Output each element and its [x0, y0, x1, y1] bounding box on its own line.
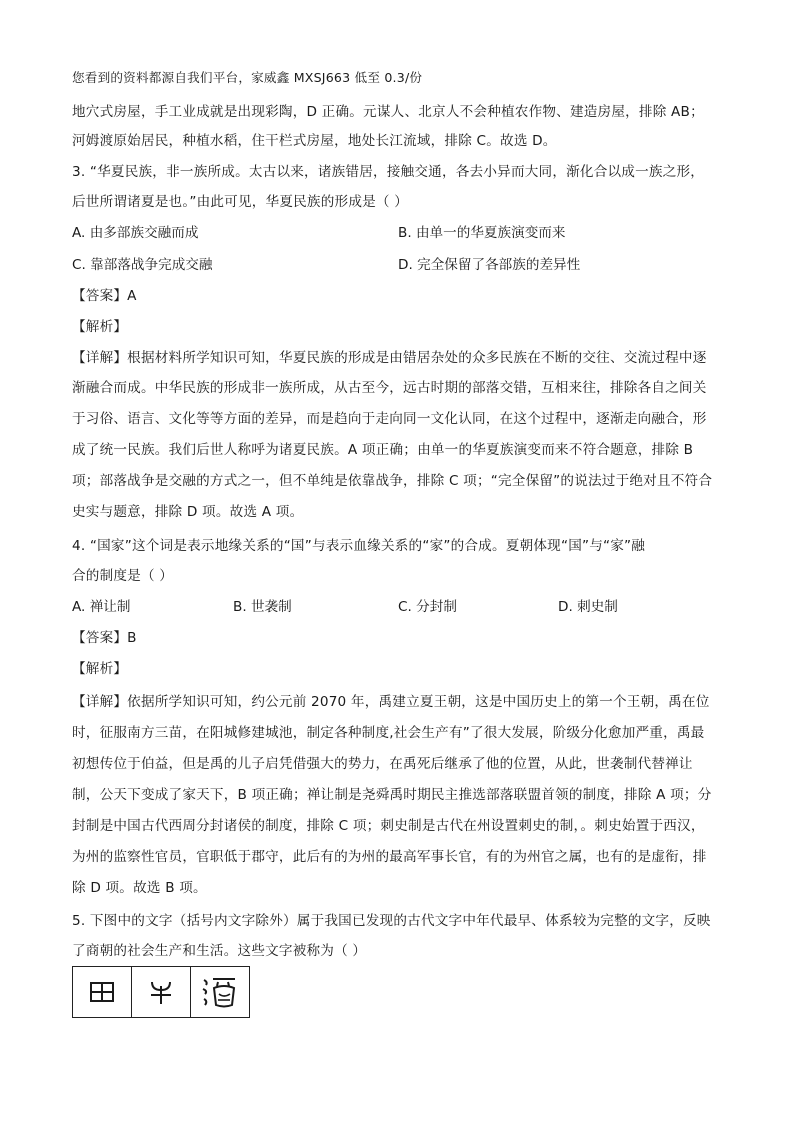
q3-option-b: B. 由单一的华夏族演变而来	[398, 225, 566, 241]
q4-detail-line-3: 初想传位于伯益，但是禹的儿子启凭借强大的势力，在禹死后继承了他的位置，从此，世袭制代替禅让	[72, 756, 693, 772]
q4-stem-line-1: 4. “国家”这个词是表示地缘关系的“国”与表示血缘关系的“家”的合成。夏朝体现“国”与“家”融	[72, 538, 646, 554]
q4-option-b: B. 世袭制	[233, 599, 292, 615]
q3-detail-line-3: 于习俗、语言、文化等等方面的差异，而是趋向于走向同一文化认同，在这个过程中，逐渐走向融合，形	[72, 411, 707, 427]
q3-stem-line-1: 3. “华夏民族，非一族所成。太古以来，诸族错居，接触交通，各去小异而大同，渐化合以成一族之形，	[72, 164, 705, 180]
q3-detail-line-4: 成了统一民族。我们后世人称呼为诸夏民族。A 项正确；由单一的华夏族演变而来不符合题意，排除 B	[72, 442, 694, 458]
q3-detail-line-6: 史实与题意，排除 D 项。故选 A 项。	[72, 504, 304, 520]
q3-answer: 【答案】A	[72, 288, 137, 304]
field-oracle-glyph	[87, 979, 117, 1005]
q4-detail-line-4: 制，公天下变成了家天下，B 项正确；禅让制是尧舜禹时期民主推选部落联盟首领的制度，排除 A 项；分	[72, 787, 712, 803]
q4-detail-line-2: 时，征服南方三苗，在阳城修建城池，制定各种制度,社会生产有”了很大发展，阶级分化愈加严重，禹最	[72, 725, 705, 741]
q4-option-c: C. 分封制	[398, 599, 457, 615]
glyph-cell-ox	[132, 967, 191, 1018]
q2-tail-line-2: 河姆渡原始居民，种植水稻，住干栏式房屋，地处长江流域，排除 C。故选 D。	[72, 133, 557, 149]
q3-stem-line-2: 后世所谓诸夏是也。”由此可见，华夏民族的形成是（ ）	[72, 194, 409, 210]
q4-detail-line-1: 【详解】依据所学知识可知，约公元前 2070 年，禹建立夏王朝，这是中国历史上的第一个王朝，禹在位	[72, 694, 710, 710]
q5-stem-line-1: 5. 下图中的文字（括号内文字除外）属于我国已发现的古代文字中年代最早、体系较为完整的文字，反映	[72, 913, 711, 929]
q4-detail-line-6: 为州的监察性官员，官职低于郡守，此后有的为州的最高军事长官，有的为州官之属，也有的是虚衔，排	[72, 849, 707, 865]
ox-oracle-glyph	[146, 977, 176, 1007]
q4-detail-line-7: 除 D 项。故选 B 项。	[72, 880, 207, 896]
q4-detail-line-5: 封制是中国古代西周分封诸侯的制度，排除 C 项；刺史制是古代在州设置刺史的制，。刺史始置于西汉，	[72, 818, 705, 834]
q4-stem-line-2: 合的制度是（ ）	[72, 568, 174, 584]
q3-option-c: C. 靠部落战争完成交融	[72, 257, 213, 273]
q3-detail-line-2: 渐融合而成。中华民族的形成非一族所成，从古至今，远古时期的部落交错，互相来往，排除各自之间关	[72, 380, 707, 396]
q3-detail-line-1: 【详解】根据材料所学知识可知，华夏民族的形成是由错居杂处的众多民族在不断的交往、交流过程中逐	[72, 350, 707, 366]
q2-tail-line-1: 地穴式房屋，手工业成就是出现彩陶，D 正确。元谋人、北京人不会种植农作物、建造房屋，排除 AB；	[72, 104, 704, 120]
glyph-cell-field	[73, 967, 132, 1018]
glyph-cell-wine	[191, 967, 250, 1018]
wine-oracle-glyph	[200, 974, 240, 1010]
q4-analysis: 【解析】	[72, 661, 128, 677]
q3-option-a: A. 由多部族交融而成	[72, 225, 199, 241]
q3-analysis: 【解析】	[72, 319, 128, 335]
oracle-glyph-table	[72, 966, 250, 1018]
platform-header: 您看到的资料都源自我们平台，家威鑫 MXSJ663 低至 0.3/份	[72, 70, 423, 85]
q5-stem-line-2: 了商朝的社会生产和生活。这些文字被称为（ ）	[72, 943, 367, 959]
q3-option-d: D. 完全保留了各部族的差异性	[398, 257, 581, 273]
q4-option-a: A. 禅让制	[72, 599, 131, 615]
q4-answer: 【答案】B	[72, 630, 137, 646]
q3-detail-line-5: 项；部落战争是交融的方式之一，但不单纯是依靠战争，排除 C 项；“完全保留”的说法过于绝对且不符合	[72, 473, 713, 489]
q4-option-d: D. 刺史制	[558, 599, 618, 615]
